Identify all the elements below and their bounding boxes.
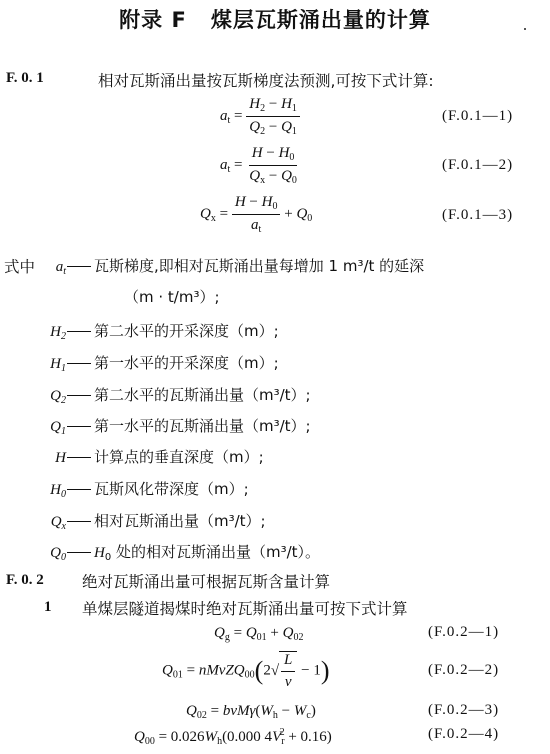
definition-q1: $Q_1$ 第一水平的瓦斯涌出量（m³/t）;: [50, 417, 311, 437]
speck: [524, 28, 526, 30]
equation-f022: $Q_{01}$ = nMvZQ$_{00}$(2√ $\frac{L}{v}$ − 1): [162, 652, 330, 690]
clause-f01-number: F. 0. 1: [6, 70, 44, 86]
definition-h2: $H_2$ 第二水平的开采深度（m）;: [50, 322, 279, 342]
equation-number: (F.0.2—2): [428, 662, 500, 678]
equation-f024: $Q_{00} = 0.026W_h(0.000$ $4V_r^2 + 0.16$): [134, 727, 332, 747]
definition-q0: $Q_0$ $H_0$ 处的相对瓦斯涌出量（m³/t）。: [50, 543, 321, 563]
page-title: [0, 4, 550, 34]
equation-f021: $Q_g = Q_{01} + Q_{02}$: [214, 625, 304, 643]
equation-number: (F.0.2—4): [428, 726, 500, 742]
where-label: 式中: [4, 258, 36, 276]
definition-h0: $H_0$ 瓦斯风化带深度（m）;: [50, 480, 249, 500]
equation-f013: $Q_x$ = $\frac{H - H_0}{a_t}$ + $Q_0$: [200, 194, 313, 235]
equation-number: (F.0.2—1): [428, 624, 500, 640]
item-text: 单煤层隧道揭煤时绝对瓦斯涌出量可按下式计算: [82, 600, 408, 618]
equation-number: (F.0.2—3): [428, 702, 500, 718]
definition-q2: $Q_2$ 第二水平的瓦斯涌出量（m³/t）;: [50, 386, 311, 406]
definition-at: $a_t$ 瓦斯梯度,即相对瓦斯涌出量每增加 1 m³/t 的延深: [55, 257, 425, 277]
appendix-title: 煤层瓦斯涌出量的计算: [210, 8, 431, 32]
definition-h: H 计算点的垂直深度（m）;: [55, 448, 264, 466]
equation-number: (F.0.1—3): [442, 207, 514, 223]
definition-at-cont: （m · t/m³）;: [124, 288, 220, 306]
clause-f02-number: F. 0. 2: [6, 572, 44, 588]
equation-f011: $a_t$ = $\frac{H_2 - H_1}{Q_2 - Q_1}$: [220, 96, 300, 137]
equation-number: (F.0.1—1): [442, 108, 514, 124]
definition-qx: $Q_x$ 相对瓦斯涌出量（m³/t）;: [50, 512, 266, 532]
clause-f02-text: 绝对瓦斯涌出量可根据瓦斯含量计算: [82, 573, 331, 591]
appendix-label: 附录 F: [119, 8, 187, 32]
equation-f012: $a_t$ = $\frac{H - H_0}{Q_x - Q_0}$: [220, 145, 297, 186]
definition-h1: $H_1$ 第一水平的开采深度（m）;: [50, 354, 279, 374]
equation-number: (F.0.1—2): [442, 157, 514, 173]
clause-f01-text: 相对瓦斯涌出量按瓦斯梯度法预测,可按下式计算:: [98, 72, 434, 90]
equation-f023: $Q_{02} = bvM\gamma(W_h - W_c)$: [186, 703, 316, 721]
item-number: 1: [44, 599, 52, 615]
